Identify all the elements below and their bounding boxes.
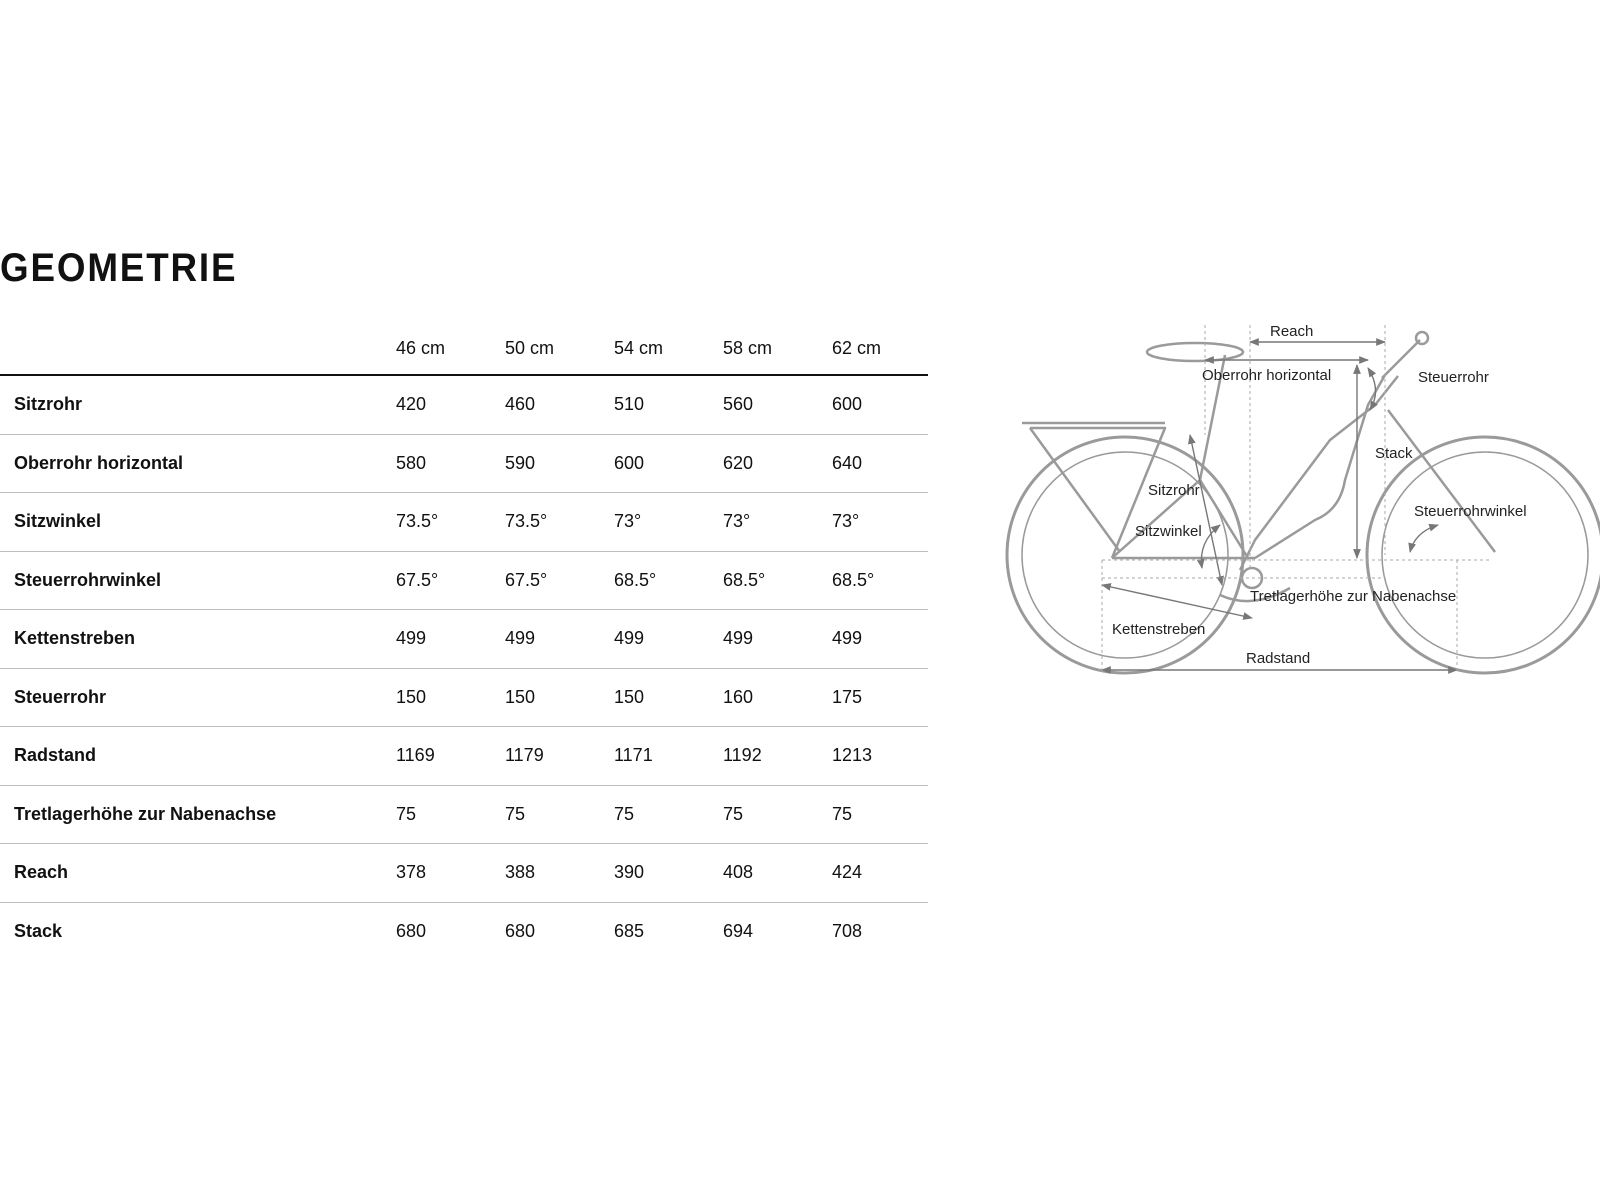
table-cell: 75	[382, 785, 491, 844]
table-row	[0, 668, 928, 727]
table-cell: 388	[491, 844, 600, 903]
table-cell: 694	[723, 920, 754, 941]
table-cell: 75	[709, 785, 818, 844]
table-cell: 1192	[709, 727, 818, 786]
row-label: Sitzwinkel	[0, 493, 382, 552]
table-cell: 160	[709, 668, 818, 727]
row-label: Steuerrohr	[0, 668, 382, 727]
table-cell: 499	[818, 610, 928, 669]
row-label: Kettenstreben	[0, 610, 382, 669]
table-cell: 560	[709, 375, 818, 434]
table-cell: 420	[382, 375, 491, 434]
table-row	[0, 375, 928, 434]
table-cell: 75	[491, 785, 600, 844]
table-cell: 1179	[491, 727, 600, 786]
row-label: Steuerrohrwinkel	[0, 551, 382, 610]
table-cell: 1213	[818, 727, 928, 786]
row-label: Tretlagerhöhe zur Nabenachse	[0, 785, 382, 844]
label-kettenstreben: Kettenstreben	[1112, 621, 1206, 638]
column-header-size: 58 cm	[709, 322, 818, 375]
table-cell: 73°	[709, 493, 818, 552]
table-cell: 175	[818, 668, 928, 727]
column-header-size: 50 cm	[491, 322, 600, 375]
table-cell: 499	[600, 610, 709, 669]
table-cell: 150	[600, 668, 709, 727]
front-wheel	[1367, 437, 1600, 673]
bike-geometry-svg	[990, 320, 1600, 700]
row-label: Radstand	[0, 727, 382, 786]
table-cell: 680	[396, 920, 427, 941]
table-cell: 68.5°	[709, 551, 818, 610]
table-cell: 75	[600, 785, 709, 844]
geometry-table	[0, 322, 928, 960]
label-reach: Reach	[1270, 323, 1314, 340]
column-header-size: 54 cm	[600, 322, 709, 375]
table-cell: 600	[818, 375, 928, 434]
table-row	[0, 434, 928, 493]
page-title: GEOMETRIE	[0, 246, 238, 290]
table-cell: 67.5°	[491, 551, 600, 610]
table-cell: 510	[600, 375, 709, 434]
table-cell: 580	[382, 434, 491, 493]
table-cell: 408	[709, 844, 818, 903]
column-header-size: 46 cm	[382, 322, 491, 375]
bike-geometry-diagram	[990, 320, 1600, 700]
table-cell: 680	[505, 920, 536, 941]
table-cell: 1169	[382, 727, 491, 786]
table-cell: 73°	[600, 493, 709, 552]
table-row	[0, 727, 928, 786]
geometry-table-body	[0, 375, 928, 960]
label-oberrohr-horizontal: Oberrohr horizontal	[1202, 367, 1332, 384]
label-sitzrohr: Sitzrohr	[1148, 482, 1200, 499]
table-row	[0, 844, 928, 903]
row-label: Sitzrohr	[0, 375, 382, 434]
table-cell: 460	[491, 375, 600, 434]
table-cell: 708	[832, 920, 863, 941]
label-tretlagerhoehe: Tretlagerhöhe zur Nabenachse	[1250, 588, 1457, 605]
table-cell: 68.5°	[818, 551, 928, 610]
table-row	[0, 493, 928, 552]
table-cell: 68.5°	[600, 551, 709, 610]
table-cell: 378	[382, 844, 491, 903]
label-steuerrohrwinkel: Steuerrohrwinkel	[1414, 503, 1527, 520]
table-cell: 424	[818, 844, 928, 903]
table-cell: 499	[491, 610, 600, 669]
table-row	[0, 610, 928, 669]
table-cell: 640	[818, 434, 928, 493]
table-cell: 67.5°	[382, 551, 491, 610]
header-label-cell	[0, 322, 382, 375]
table-cell: 499	[382, 610, 491, 669]
table-cell: 73.5°	[491, 493, 600, 552]
column-header-size: 62 cm	[818, 322, 928, 375]
row-label: Reach	[0, 844, 382, 903]
table-row	[0, 785, 928, 844]
table-row	[0, 902, 928, 960]
table-cell: 150	[491, 668, 600, 727]
table-cell: 1171	[600, 727, 709, 786]
table-cell: 150	[382, 668, 491, 727]
label-sitzwinkel: Sitzwinkel	[1135, 523, 1202, 540]
table-cell: 685	[614, 920, 645, 941]
table-cell: 600	[600, 434, 709, 493]
geometry-table-header	[0, 322, 928, 375]
row-label: Stack	[14, 920, 63, 941]
label-steuerrohr: Steuerrohr	[1418, 369, 1489, 386]
table-cell: 499	[709, 610, 818, 669]
table-row	[0, 551, 928, 610]
label-radstand: Radstand	[1246, 650, 1311, 667]
table-cell: 75	[818, 785, 928, 844]
table-cell: 73°	[818, 493, 928, 552]
label-stack: Stack	[1375, 445, 1413, 462]
table-cell: 390	[600, 844, 709, 903]
row-label: Oberrohr horizontal	[0, 434, 382, 493]
table-cell: 73.5°	[382, 493, 491, 552]
table-cell: 590	[491, 434, 600, 493]
table-cell: 620	[709, 434, 818, 493]
